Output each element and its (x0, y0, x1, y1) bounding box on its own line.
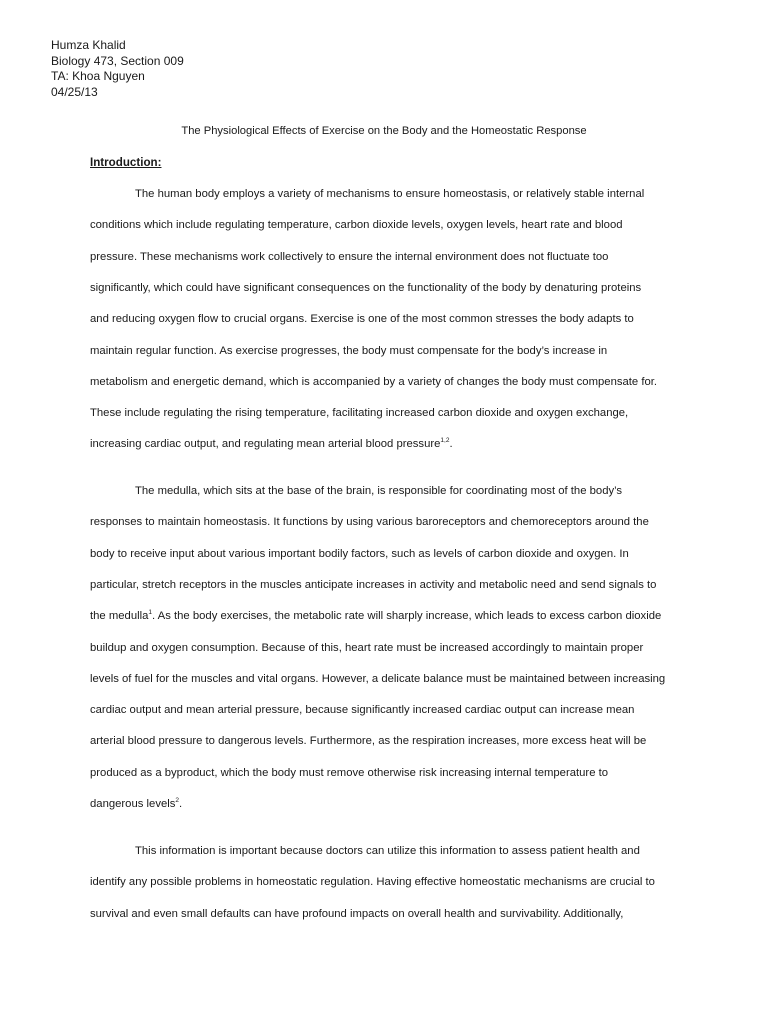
document-date: 04/25/13 (51, 84, 98, 99)
line-text: arterial blood pressure to dangerous levels. Furthermore, as the respiration increases, more excess heat will be (90, 735, 647, 748)
line-text: conditions which include regulating temperature, carbon dioxide levels, oxygen levels, heart rate and blood (90, 219, 623, 232)
paragraph-line (90, 250, 608, 264)
paragraph-line (90, 281, 641, 295)
line-text: pressure. These mechanisms work collectively to ensure the internal environment does not fluctuate too (90, 250, 609, 263)
section-heading-introduction: Introduction: (90, 156, 162, 169)
paragraph-line (90, 547, 629, 561)
paragraph-line (90, 312, 634, 326)
line-text-continuation: . As the body exercises, the metabolic rate will sharply increase, which leads to excess carbon dioxide (152, 610, 662, 623)
line-text: dangerous levels (90, 798, 176, 810)
paragraph-line (135, 844, 640, 858)
paragraph-line (90, 515, 649, 529)
line-text: and reducing oxygen flow to crucial organs. Exercise is one of the most common stresses the body adapts to (90, 313, 634, 326)
paragraph-line (90, 641, 643, 655)
line-text: levels of fuel for the muscles and vital organs. However, a delicate balance must be maintained between increasing (90, 672, 666, 685)
line-text: buildup and oxygen consumption. Because of this, heart rate must be increased accordingly to maintain proper (90, 641, 644, 654)
paragraph-line (90, 344, 607, 358)
paragraph-line (135, 187, 644, 201)
author-header (51, 38, 184, 100)
line-text: responses to maintain homeostasis. It functions by using various baroreceptors and chemoreceptors around the (90, 516, 649, 529)
citation-superscript: 1,2 (440, 437, 450, 445)
line-text: These include regulating the rising temperature, facilitating increased carbon dioxide and oxygen exchange, (90, 407, 629, 420)
paragraph-line (90, 797, 182, 811)
paragraph-line (90, 609, 661, 623)
line-text: significantly, which could have significant consequences on the functionality of the body by denaturing proteins (90, 281, 642, 294)
paragraph-line (90, 672, 665, 686)
line-text: increasing cardiac output, and regulating mean arterial blood pressure (90, 438, 441, 451)
paragraph-line (90, 218, 623, 232)
line-text-continuation: . (449, 438, 453, 451)
line-text: cardiac output and mean arterial pressure, because significantly increased cardiac output can increase mean (90, 704, 635, 717)
paragraph-line (90, 875, 655, 889)
line-text: survival and even small defaults can have profound impacts on overall health and survivability. Additionally, (90, 907, 624, 920)
paragraph-line (90, 375, 657, 389)
author-name: Humza Khalid (51, 38, 126, 52)
line-text: body to receive input about various important bodily factors, such as levels of carbon dioxide and oxygen. In (90, 547, 629, 560)
line-text: maintain regular function. As exercise progresses, the body must compensate for the body’s increase in (90, 344, 608, 357)
ta-info: TA: Khoa Nguyen (51, 69, 145, 83)
paragraph-line (90, 578, 656, 592)
line-text: particular, stretch receptors in the muscles anticipate increases in activity and metabolic need and send signals to (90, 578, 657, 591)
paragraph-line (90, 907, 623, 921)
line-text: produced as a byproduct, which the body must remove otherwise risk increasing internal temperature to (90, 766, 609, 779)
citation-superscript: 2 (175, 797, 180, 804)
line-text: identify any possible problems in homeostatic regulation. Having effective homeostatic mechanisms are crucial to (90, 876, 655, 889)
paragraph-line (90, 734, 646, 748)
line-text: the medulla (90, 610, 149, 623)
line-text: metabolism and energetic demand, which is accompanied by a variety of changes the body must compensate for. (90, 375, 658, 388)
paragraph-line (90, 437, 453, 451)
line-text: This information is important because doctors can utilize this information to assess patient health and (135, 845, 640, 857)
citation-superscript: 1 (148, 609, 153, 617)
document-title: The Physiological Effects of Exercise on the Body and the Homeostatic Response (181, 125, 587, 137)
course-info: Biology 473, Section 009 (51, 53, 184, 68)
line-text: The human body employs a variety of mechanisms to ensure homeostasis, or relatively stable internal (135, 188, 645, 200)
paragraph-line (90, 703, 634, 717)
line-text: The medulla, which sits at the base of the brain, is responsible for coordinating most of the body’s (135, 485, 623, 497)
paragraph-line (90, 766, 608, 780)
paragraph-line (90, 406, 628, 420)
paragraph-line (135, 484, 622, 498)
line-text-continuation: . (179, 798, 183, 810)
